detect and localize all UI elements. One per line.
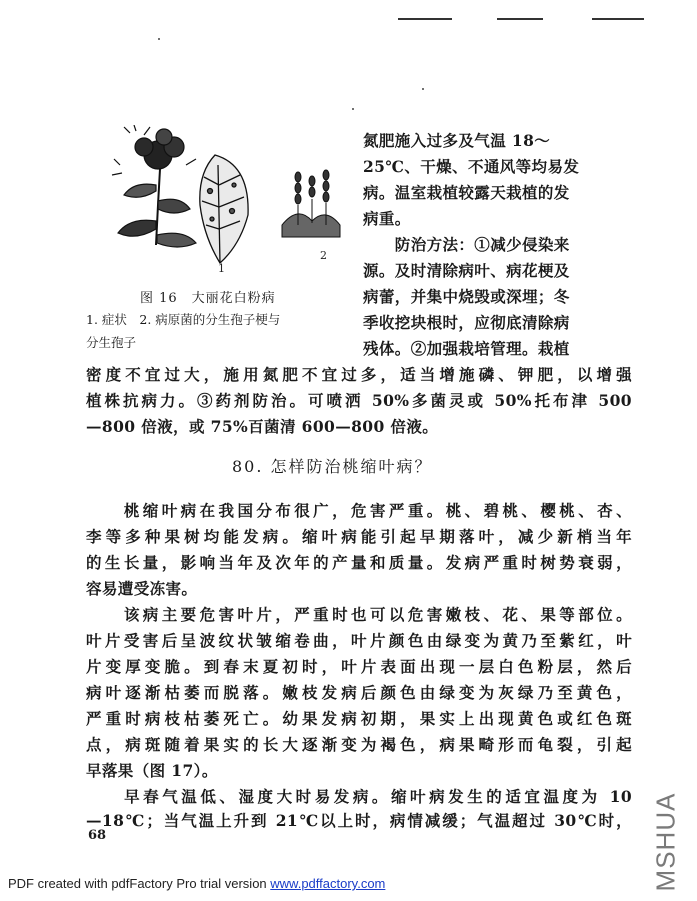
flower-drawing: [112, 125, 196, 247]
scan-speck: [352, 108, 354, 110]
watermark: [646, 792, 686, 892]
watermark-text: MSHUA: [650, 792, 681, 892]
body-text-line: 点，病斑随着果实的长大逐渐变为褐色，病果畸形而龟裂，引起: [86, 735, 632, 754]
spore-drawing: [282, 170, 340, 237]
body-text-line: 密度不宜过大，施用氮肥不宜过多，适当增施磷、钾肥，以增强: [86, 365, 632, 384]
header-rule: [398, 18, 452, 20]
body-text-line: 植株抗病力。③药剂防治。可喷洒 50%多菌灵或 50%托布津 500: [86, 391, 632, 410]
body-text-line: 病叶逐渐枯萎而脱落。嫩枝发病后颜色由绿变为灰绿乃至黄色，: [86, 683, 632, 702]
body-text-line: 严重时病枝枯萎死亡。幼果发病初期，果实上出现黄色或红色斑: [86, 709, 632, 728]
body-text-line: 李等多种果树均能发病。缩叶病能引起早期落叶，减少新梢当年: [86, 527, 632, 546]
scan-speck: [422, 88, 424, 90]
body-text-line: 氮肥施入过多及气温 18～: [363, 131, 551, 150]
scan-speck: [158, 38, 160, 40]
body-text-line: 桃缩叶病在我国分布很广，危害严重。桃、碧桃、樱桃、杏、: [86, 501, 632, 520]
figure-illustration: [100, 125, 350, 275]
figure-legend: 分生孢子: [86, 335, 137, 350]
body-text-line: 病重。: [363, 209, 411, 228]
body-text-line: 叶片受害后呈波纹状皱缩卷曲，叶片颜色由绿变为黄乃至紫红，叶: [86, 631, 632, 650]
body-text-line: —18℃；当气温上升到 21℃以上时，病情减缓；气温超过 30℃时，: [86, 811, 632, 830]
section-heading: 80. 怎样防治桃缩叶病？: [232, 457, 433, 476]
figure-legend: 1. 症状 2. 病原菌的分生孢子梗与: [86, 312, 281, 327]
header-rule: [497, 18, 543, 20]
figure-label-2: 2: [320, 249, 327, 262]
body-text-line: 病蕾，并集中烧毁或深埋；冬: [363, 287, 570, 306]
header-rule: [592, 18, 644, 20]
footer-link[interactable]: www.pdffactory.com: [270, 876, 386, 891]
body-text-line: —800 倍液，或 75%百菌清 600—800 倍液。: [86, 417, 439, 436]
body-text-line: 该病主要危害叶片，严重时也可以危害嫩枝、花、果等部位。: [86, 605, 632, 624]
body-text-line: 病。温室栽植较露天栽植的发: [363, 183, 570, 202]
body-text-line: 片变厚变脆。到春末夏初时，叶片表面出现一层白色粉层，然后: [86, 657, 632, 676]
body-text-line: 季收挖块根时，应彻底清除病: [363, 313, 570, 332]
body-text-line: 残体。②加强栽培管理。栽植: [363, 339, 570, 358]
page-number: 68: [88, 828, 107, 843]
body-text-line: 的生长量，影响当年及次年的产量和质量。发病严重时树势衰弱，: [86, 553, 632, 572]
figure-caption: 图 16 大丽花白粉病: [140, 291, 276, 306]
body-text-line: 源。及时清除病叶、病花梗及: [363, 261, 570, 280]
body-text-line: 防治方法：①减少侵染来: [363, 235, 570, 254]
body-text-line: 容易遭受冻害。: [86, 579, 198, 598]
footer-text: PDF created with pdfFactory Pro trial version: [8, 876, 271, 891]
figure-label-1: 1: [218, 262, 225, 275]
body-text-line: 25℃、干燥、不通风等均易发: [363, 157, 580, 176]
body-text-line: 早落果（图 17）。: [86, 761, 218, 780]
body-text-line: 早春气温低、湿度大时易发病。缩叶病发生的适宜温度为 10: [86, 787, 632, 806]
pdf-footer: [8, 876, 385, 891]
leaf-drawing: [200, 155, 248, 263]
